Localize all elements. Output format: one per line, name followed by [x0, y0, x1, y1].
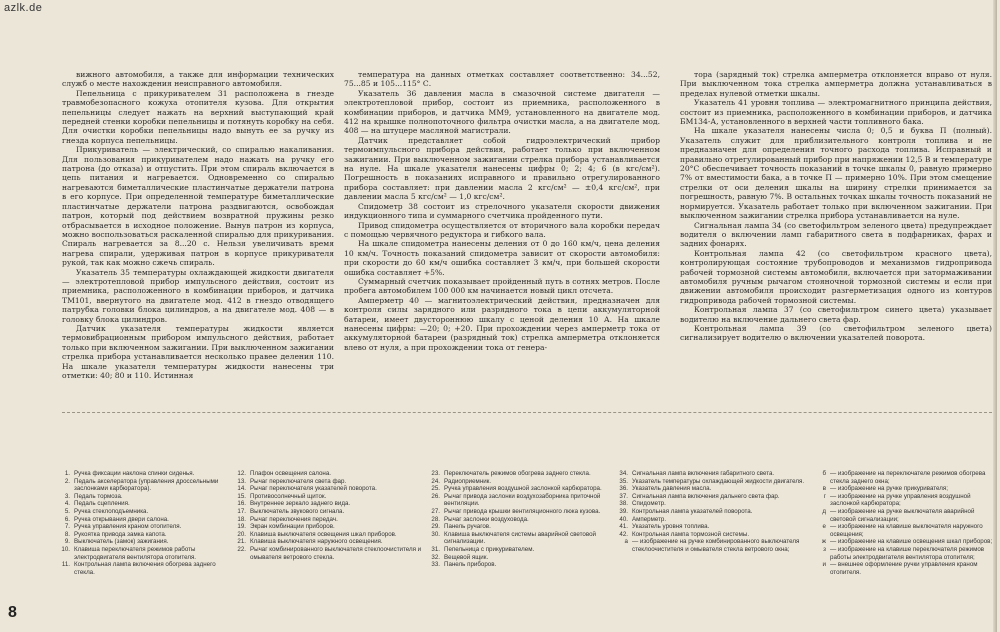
- legend-item-number: и: [822, 561, 826, 569]
- legend-item-text: Пепельница с прикуривателем.: [444, 545, 535, 553]
- legend-item-text: Ручка открывания двери салона.: [74, 515, 169, 523]
- legend-item-text: — изображение на клавише освещения шкал приборов;: [830, 538, 993, 546]
- legend-item: [614, 538, 810, 553]
- legend-item-text: Внутреннее зеркало заднего вида.: [250, 500, 351, 508]
- legend-item: [812, 485, 998, 493]
- legend-item: [232, 531, 422, 539]
- legend-item: [614, 470, 810, 478]
- legend-item-text: Ручка стеклоподъемника.: [74, 507, 149, 515]
- legend-item: [56, 538, 228, 546]
- legend-item: [56, 500, 228, 508]
- legend-item-text: Вещевой ящик.: [444, 553, 489, 561]
- paragraph: Датчик указателя температуры жидкости является термовибрационным прибором импульсного действия, работает только при включенном зажигании. При выключенном зажигании стрелка прибора устанавливается несколько правее деления 110. На шкале указателя температуры жидкости нанесены три отметки: 40; 80 и 110. Истинная: [62, 323, 334, 380]
- legend-item-number: 39.: [619, 507, 628, 515]
- legend-item-number: 1.: [64, 470, 70, 477]
- paragraph: вижного автомобиля, а также для информации технических служб о месте нахождения неисправного автомобиля.: [62, 70, 334, 89]
- legend-item-text: Контрольная лампа включения обогрева заднего стекла.: [74, 561, 216, 576]
- paragraph: тора (зарядный ток) стрелка амперметра отклоняется вправо от нуля. При выключенном тока стрелка амперметра должна устанавливаться в пределах нулевой отметки шкалы.: [680, 70, 992, 98]
- legend-item-text: Рычаг комбинированного выключателя стеклоочистителя и омывателя ветрового стекла.: [250, 545, 422, 561]
- legend-item: [232, 493, 422, 501]
- legend-item-text: Рычаг привода крышки вентиляционного люка кузова.: [444, 507, 601, 515]
- legend-item-text: Рукоятка привода замка капота.: [74, 530, 167, 538]
- legend-item-text: Рычаг привода заслонки воздухозаборника приточной вентиляции.: [444, 492, 601, 508]
- legend-item-text: Радиоприемник.: [444, 477, 492, 485]
- legend-item: [232, 516, 422, 524]
- legend-item-text: Клавиша переключателя режимов работы электродвигателя вентилятора отопителя.: [74, 545, 197, 561]
- legend-item-text: Ручка фиксации наклона спинки сиденья.: [74, 470, 195, 477]
- legend-item-number: 15.: [237, 492, 246, 500]
- legend-item-number: 21.: [237, 538, 246, 546]
- paragraph: Контрольная лампа 42 (со светофильтром красного цвета), контролирующая состояние трубопроводов и механизмов гидропривода рабочей тормозной системы автомобиля, включается при затормаживании автомобиля ручным рычагом стояночной тормозной системы и если при движении автомобиля происходит разгерметизация одного из контуров гидропривода рабочей тормозной системы.: [680, 248, 992, 305]
- legend-item-number: г: [823, 492, 826, 500]
- legend-item-text: Рычаг переключателя света фар.: [250, 477, 347, 485]
- legend-item-number: 13.: [237, 477, 246, 485]
- legend-item-text: Клавиша выключателя наружного освещения.: [250, 538, 383, 546]
- legend-item-number: 5.: [64, 507, 70, 515]
- legend-item-number: 28.: [431, 515, 440, 523]
- legend-item-number: 8.: [64, 530, 70, 538]
- paragraph: Суммарный счетчик показывает пройденный путь в сотнях метров. После пробега автомобилем 100 000 км начинается новый цикл отсчета.: [344, 276, 660, 296]
- legend-item-number: 4.: [64, 500, 70, 508]
- legend-item-number: 42.: [619, 530, 628, 538]
- legend-item: [426, 508, 612, 516]
- paragraph: Указатель 35 температуры охлаждающей жидкости двигателя — электротепловой прибор импульсного действия, состоит из приемника, расположенного в комбинации приборов, и датчика ТМ101, ввернутого на двигателе мод. 412 в гнездо отводящего патрубка головки блока цилиндров, а на двигателе мод. 408 — в головку блока цилиндров.: [62, 267, 334, 324]
- legend-item-text: Клавиша выключателя системы аварийной световой сигнализации.: [444, 530, 596, 546]
- legend-item: [232, 546, 422, 561]
- legend-item-number: 26.: [431, 492, 440, 500]
- paragraph: Спидометр 38 состоит из стрелочного указателя скорости движения индукционного типа и суммарного счетчика пройденного пути.: [344, 201, 660, 221]
- legend-item: [614, 485, 810, 493]
- legend-item: [56, 478, 228, 493]
- legend-item-number: з: [823, 545, 826, 553]
- legend-item: [56, 546, 228, 561]
- legend-item-number: 12.: [237, 470, 246, 477]
- legend-item: [426, 531, 612, 546]
- legend-item-text: — изображение на ручке прикуривателя;: [830, 485, 948, 493]
- paragraph: Датчик представляет собой гидроэлектрический прибор термоимпульсного прибора действия, работает только при включенном зажигании. При выключенном зажигании стрелка прибора устанавливается на нуле. На шкале указателя нанесены цифры 0; 2; 4; 6 (в кгс/см²). Погрешность в показаниях исправного и правильно отрегулированного прибора составляет: при давлении масла 2 кгс/см² — ±0,4 кгс/см², при давлении масла 5 кгс/см² — 1,0 кгс/см².: [344, 135, 660, 202]
- paragraph: Пепельница с прикуривателем 31 расположена в гнезде травмобезопасного кожуха отопителя кузова. Для открытия пепельницы следует нажать на верхний выступающий край передней стенки коробки пепельницы и потянуть коробку на себя. Для очистки коробки пепельницы надо вынуть ее за ручку из гнезда корпуса пепельницы.: [62, 88, 334, 145]
- legend-item: [232, 478, 422, 486]
- legend-item: [426, 485, 612, 493]
- legend-item-number: 27.: [431, 507, 440, 515]
- legend-item: [812, 470, 998, 485]
- paragraph: На шкале спидометра нанесены деления от 0 до 160 км/ч, цена деления 10 км/ч. Точность показаний спидометра зависит от скорости автомобиля: при скорости до 60 км/ч ошибка составляет 3 км/ч, при большей скорости ошибка составляет +5%.: [344, 239, 660, 277]
- legend-item: [812, 561, 998, 576]
- legend-item-number: 36.: [619, 485, 628, 493]
- legend-item: [56, 470, 228, 478]
- paragraph: Контрольная лампа 37 (со светофильтром синего цвета) указывает водителю на включение дальнего света фар.: [680, 305, 992, 324]
- legend-item-number: 35.: [619, 477, 628, 485]
- legend-item: [426, 546, 612, 554]
- paragraph: Амперметр 40 — магнитоэлектрический действия, предназначен для контроля силы зарядного или разрядного тока в цепи аккумуляторной батареи, имеет двустороннюю шкалу с ценой деления 10 А. На шкале нанесены цифры: —20; 0; +20. При прохождении через амперметр тока от аккумуляторной батареи (разрядный ток) стрелка амперметра отклоняется влево от нуля, а при прохождении тока от генера-: [344, 295, 660, 352]
- legend-item: [232, 470, 422, 478]
- legend-item: [232, 523, 422, 531]
- paragraph: На шкале указателя нанесены числа 0; 0,5 и буква П (полный). Указатель служит для приблизительного контроля топлива и не предназначен для определения точного расхода топлива. Исправный и правильно отрегулированный прибор при напряжении 12,5 В и температуре 20°С обеспечивает точность показаний в точке шкалы 0, равную примерно 7% от вместимости бака, а в точке П — примерно 10%. При этом смещение стрелки от оси деления шкалы на ширину стрелки принимается за погрешность, равную 7%. В остальных точках шкалы точность показаний не нормируется. Указатель работает только при включенном зажигании. При выключенном зажигании стрелка прибора устанавливается на нуле.: [680, 126, 992, 221]
- legend-item-number: 18.: [237, 515, 246, 523]
- legend-item: [426, 554, 612, 562]
- legend-item-number: а: [624, 538, 628, 546]
- legend-item-number: в: [822, 485, 826, 493]
- legend-item-text: — изображение на клавише переключателя режимов работы электродвигателя вентилятора отопителя;: [830, 545, 985, 561]
- legend-item-number: 10.: [61, 545, 70, 553]
- legend-item: [614, 478, 810, 486]
- legend-item-number: 38.: [619, 500, 628, 508]
- legend-item: [812, 493, 998, 508]
- paragraph: Прикуриватель — электрический, со спиралью накаливания. Для пользования прикуривателем надо нажать на ручку его патрона (до отказа) и отпустить. При этом спираль включается в цепь питания и нагревается. Одновременно со спиралью нагреваются биметаллические пластинчатые держатели патрона в его корпусе. При определенной температуре биметаллические пластинчатые держатели патрона раздвигаются, освобождая патрон, который под действием возвратной пружины резко отбрасывается в исходное положение. Вынув патрон из корпуса, можно воспользоваться раскаленной спиралью для прикуривания. Спираль нагревается за 8...20 с. Нельзя увеличивать время нагрева спирали, удерживая патрон в корпусе прикуривателя рукой, так как можно сжечь спираль.: [62, 145, 334, 268]
- legend-item-number: 37.: [619, 492, 628, 500]
- legend-item-text: — изображение на ручке комбинированного выключателя стеклоочистителя и омывателя стекла ветрового окна;: [632, 538, 800, 553]
- legend-item-text: Указатель давления масла.: [632, 485, 712, 493]
- legend-item-number: 11.: [61, 561, 70, 569]
- legend-item: [812, 508, 998, 523]
- legend-item-text: Выключатель звукового сигнала.: [250, 507, 345, 515]
- legend-item-number: 23.: [431, 470, 440, 477]
- legend-item: [614, 523, 810, 531]
- legend-item-text: — изображение на клавише выключателя наружного освещения;: [830, 523, 983, 538]
- section-divider: [62, 412, 992, 413]
- legend-item-text: Выключатель (замок) зажигания.: [74, 538, 169, 546]
- legend-item-number: 33.: [431, 561, 440, 569]
- legend-column-2: [232, 470, 422, 561]
- paragraph: Сигнальная лампа 34 (со светофильтром зеленого цвета) предупреждает водителя о включении ламп габаритного света в подфарниках, фарах и задних фонарях.: [680, 220, 992, 249]
- legend-item-number: д: [822, 507, 826, 515]
- legend-item-number: 16.: [237, 500, 246, 508]
- legend-item-number: 30.: [431, 530, 440, 538]
- page-number: 8: [8, 604, 17, 621]
- legend-item-number: 32.: [431, 553, 440, 561]
- paragraph: Привод спидометра осуществляется от вторичного вала коробки передач с помощью червячного редуктора и гибкого вала.: [344, 220, 660, 239]
- legend-item-text: Экран комбинации приборов.: [250, 523, 335, 531]
- legend-item-text: Рычаг переключателя указателей поворота.: [250, 485, 377, 493]
- legend-item: [614, 516, 810, 524]
- text-column-left: [62, 70, 334, 380]
- legend-item-number: 9.: [64, 538, 70, 546]
- text-column-middle: [344, 70, 660, 352]
- legend-column-1: [56, 470, 228, 576]
- legend-item-number: ж: [821, 538, 826, 546]
- legend-item-text: Панель ручагов.: [444, 523, 491, 531]
- legend-item: [426, 561, 612, 569]
- legend-item-number: 14.: [237, 485, 246, 493]
- legend-item-text: Указатель уровня топлива.: [632, 523, 710, 531]
- legend-item-text: Сигнальная лампа включения габаритного света.: [632, 470, 775, 477]
- legend-item-text: Панель приборов.: [444, 561, 497, 569]
- legend-item: [812, 538, 998, 546]
- legend-item-text: Контрольная лампа указателей поворота.: [632, 507, 753, 515]
- legend-item-number: 17.: [237, 507, 246, 515]
- legend-item-text: — внешнее оформление ручки управления краном отопителя.: [830, 561, 978, 576]
- legend-item: [56, 523, 228, 531]
- legend-item: [426, 478, 612, 486]
- legend-item: [812, 523, 998, 538]
- legend-item: [812, 546, 998, 561]
- legend-item-text: Ручка управления краном отопителя.: [74, 523, 182, 531]
- legend-item-text: Переключатель режимов обогрева заднего стекла.: [444, 470, 591, 477]
- legend-item: [56, 493, 228, 501]
- legend-column-3: [426, 470, 612, 569]
- paragraph: температура на данных отметках составляет соответственно: 34...52, 75...85 и 105...115° С.: [344, 70, 660, 89]
- legend-item: [614, 508, 810, 516]
- legend-item-number: е: [822, 523, 826, 531]
- legend-item-number: 6.: [64, 515, 70, 523]
- legend-item: [426, 516, 612, 524]
- legend-item-text: Рычаг заслонки воздуховода.: [444, 515, 529, 523]
- legend-item-number: 7.: [64, 523, 70, 531]
- legend-item-text: Педаль акселератора (управления дроссельными заслонками карбюратора).: [74, 477, 219, 493]
- legend-item-number: 25.: [431, 485, 440, 493]
- legend-item-number: 2.: [64, 477, 70, 485]
- legend-item-text: Плафон освещения салона.: [250, 470, 331, 477]
- legend-item: [56, 516, 228, 524]
- legend-item-text: — изображение на переключателе режимов обогрева стекла заднего окна;: [830, 470, 986, 485]
- legend-item: [426, 470, 612, 478]
- legend-item-text: Клавиша выключателя освещения шкал приборов.: [250, 530, 397, 538]
- legend-item-number: 40.: [619, 515, 628, 523]
- legend-item-number: 22.: [237, 545, 246, 553]
- legend-item-text: Педаль тормоза.: [74, 492, 123, 500]
- legend-item-number: 24.: [431, 477, 440, 485]
- legend-item-text: Амперметр.: [632, 515, 667, 523]
- legend-item-number: 20.: [237, 530, 246, 538]
- legend-item-text: Ручка управления воздушной заслонкой карбюратора.: [444, 485, 602, 493]
- site-watermark: azlk.de: [4, 2, 43, 14]
- legend-item: [232, 508, 422, 516]
- legend-item: [426, 523, 612, 531]
- legend-item-text: — изображение на ручке управления воздушной заслонкой карбюратора;: [830, 492, 971, 508]
- legend-item: [232, 485, 422, 493]
- text-column-right: [680, 70, 992, 343]
- paragraph: Контрольная лампа 39 (со светофильтром зеленого цвета) сигнализирует водителю о включении указателей поворота.: [680, 323, 992, 343]
- legend-item: [232, 500, 422, 508]
- legend-item: [614, 493, 810, 501]
- legend-item-number: 31.: [431, 545, 440, 553]
- legend-item: [56, 531, 228, 539]
- legend-item-number: 3.: [64, 492, 70, 500]
- legend-item-text: Противосолнечный щиток.: [250, 492, 327, 500]
- legend-item-number: 41.: [619, 523, 628, 531]
- legend-item-number: б: [822, 470, 826, 477]
- paragraph: Указатель 36 давления масла в смазочной системе двигателя — электротепловой прибор, состоит из приемника, расположенного в комбинации приборов, и датчика ММ9, установленного на двигателе мод. 412 на крышке полнопоточного фильтра очистки масла, а на двигателе мод. 408 — на штуцере масляной магистрали.: [344, 88, 660, 136]
- legend-item: [426, 493, 612, 508]
- legend-item: [232, 538, 422, 546]
- legend-item: [614, 531, 810, 539]
- legend-column-4: [614, 470, 810, 554]
- legend-item-text: Контрольная лампа тормозной системы.: [632, 530, 750, 538]
- legend-item-text: Спидометр.: [632, 500, 666, 508]
- legend-item-number: 34.: [619, 470, 628, 477]
- legend-item-text: Рычаг переключения передач.: [250, 515, 338, 523]
- paragraph: Указатель 41 уровня топлива — электромагнитного принципа действия, состоит из приемника, расположенного в комбинации приборов, и датчика БМ134-А, установленного в верхней части топливного бака.: [680, 98, 992, 127]
- binding-edge: [993, 0, 997, 632]
- legend-item-text: — изображение на ручке выключателя аварийной световой сигнализации;: [830, 507, 975, 523]
- legend-item-text: Сигнальная лампа включения дальнего света фар.: [632, 492, 780, 500]
- legend-item-number: 29.: [431, 523, 440, 531]
- legend-item-text: Указатель температуры охлаждающей жидкости двигателя.: [632, 477, 805, 485]
- legend-item-number: 19.: [237, 523, 246, 531]
- legend-item: [56, 508, 228, 516]
- legend-item-text: Педаль сцепления.: [74, 500, 130, 508]
- legend-item: [614, 500, 810, 508]
- legend-column-5: [812, 470, 998, 576]
- legend-item: [56, 561, 228, 576]
